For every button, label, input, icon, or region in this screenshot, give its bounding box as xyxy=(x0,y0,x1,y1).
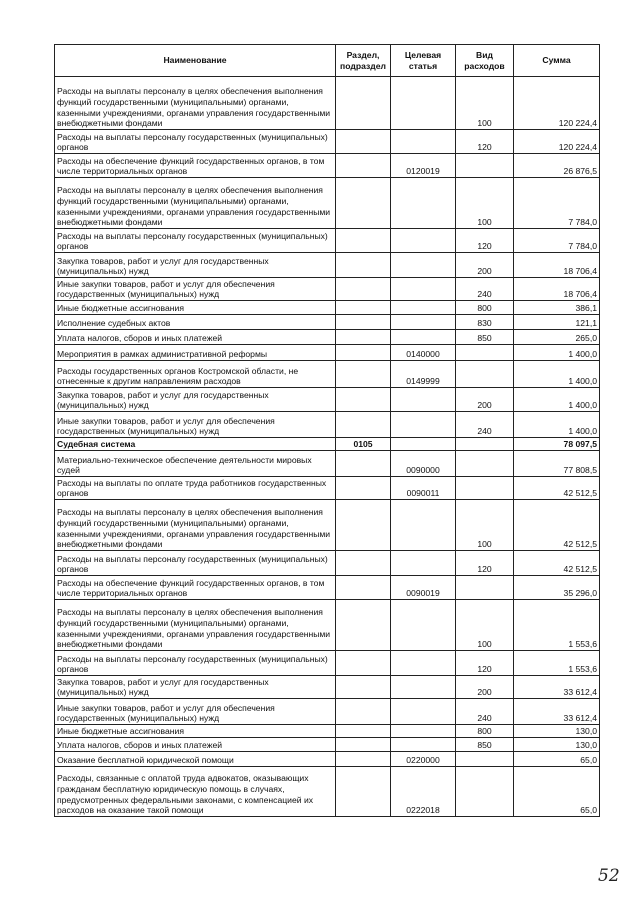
cell-target: 0090011 xyxy=(391,477,456,500)
cell-section xyxy=(336,651,391,676)
table-row xyxy=(55,345,600,361)
cell-name: Иные бюджетные ассигнования xyxy=(55,301,336,315)
cell-target xyxy=(391,130,456,154)
cell-type: 240 xyxy=(456,699,514,725)
cell-amount: 33 612,4 xyxy=(514,699,600,725)
table-row xyxy=(55,676,600,699)
cell-type: 100 xyxy=(456,178,514,229)
cell-amount: 65,0 xyxy=(514,767,600,817)
cell-name: Иные закупки товаров, работ и услуг для обеспечения государственных (муниципальных) нужд xyxy=(55,278,336,301)
cell-amount: 121,1 xyxy=(514,315,600,330)
cell-target: 0220000 xyxy=(391,752,456,767)
cell-section xyxy=(336,361,391,388)
table-row xyxy=(55,576,600,600)
cell-type: 120 xyxy=(456,130,514,154)
cell-amount: 120 224,4 xyxy=(514,130,600,154)
cell-section xyxy=(336,738,391,752)
cell-target xyxy=(391,77,456,130)
cell-amount: 18 706,4 xyxy=(514,253,600,278)
table-row xyxy=(55,600,600,651)
cell-section xyxy=(336,451,391,477)
cell-target: 0149999 xyxy=(391,361,456,388)
header-section: Раздел, подраздел xyxy=(336,45,391,77)
cell-amount: 1 553,6 xyxy=(514,600,600,651)
cell-section xyxy=(336,278,391,301)
table-body xyxy=(55,77,600,817)
table-row xyxy=(55,77,600,130)
cell-section xyxy=(336,576,391,600)
cell-section xyxy=(336,699,391,725)
header-target: Целевая статья xyxy=(391,45,456,77)
table-row xyxy=(55,500,600,551)
cell-amount: 1 400,0 xyxy=(514,345,600,361)
cell-name: Закупка товаров, работ и услуг для государственных (муниципальных) нужд xyxy=(55,253,336,278)
cell-type: 100 xyxy=(456,600,514,651)
table-row xyxy=(55,699,600,725)
cell-name: Уплата налогов, сборов и иных платежей xyxy=(55,330,336,345)
table-row xyxy=(55,412,600,438)
cell-amount: 35 296,0 xyxy=(514,576,600,600)
cell-target xyxy=(391,253,456,278)
cell-section xyxy=(336,301,391,315)
cell-target xyxy=(391,301,456,315)
table-row xyxy=(55,278,600,301)
cell-type xyxy=(456,752,514,767)
cell-target: 0090000 xyxy=(391,451,456,477)
cell-name: Расходы на обеспечение функций государственных органов, в том числе территориальных органов xyxy=(55,154,336,178)
header-amount: Сумма xyxy=(514,45,600,77)
cell-target: 0140000 xyxy=(391,345,456,361)
cell-amount: 130,0 xyxy=(514,725,600,738)
cell-section xyxy=(336,330,391,345)
cell-name: Расходы государственных органов Костромской области, не отнесенные к другим направлениям расходов xyxy=(55,361,336,388)
cell-section xyxy=(336,500,391,551)
cell-name: Материально-техническое обеспечение деятельности мировых судей xyxy=(55,451,336,477)
cell-type xyxy=(456,361,514,388)
table-header-row xyxy=(55,45,600,77)
cell-target xyxy=(391,551,456,576)
cell-section xyxy=(336,345,391,361)
table-row xyxy=(55,651,600,676)
cell-section xyxy=(336,253,391,278)
table-row xyxy=(55,388,600,412)
cell-type: 100 xyxy=(456,77,514,130)
cell-amount: 78 097,5 xyxy=(514,438,600,451)
cell-type: 120 xyxy=(456,551,514,576)
cell-amount: 18 706,4 xyxy=(514,278,600,301)
table-row xyxy=(55,767,600,817)
cell-section xyxy=(336,130,391,154)
cell-type: 120 xyxy=(456,229,514,253)
cell-type xyxy=(456,345,514,361)
cell-name: Расходы на обеспечение функций государственных органов, в том числе территориальных органов xyxy=(55,576,336,600)
table-row xyxy=(55,361,600,388)
cell-section xyxy=(336,388,391,412)
cell-amount: 65,0 xyxy=(514,752,600,767)
cell-amount: 7 784,0 xyxy=(514,229,600,253)
cell-target: 0120019 xyxy=(391,154,456,178)
table-row xyxy=(55,477,600,500)
cell-amount: 130,0 xyxy=(514,738,600,752)
cell-amount: 1 400,0 xyxy=(514,388,600,412)
cell-section xyxy=(336,154,391,178)
table-row xyxy=(55,551,600,576)
header-type: Вид расходов xyxy=(456,45,514,77)
cell-amount: 265,0 xyxy=(514,330,600,345)
cell-target xyxy=(391,330,456,345)
table-row xyxy=(55,438,600,451)
cell-type: 240 xyxy=(456,278,514,301)
cell-type xyxy=(456,767,514,817)
cell-type: 120 xyxy=(456,651,514,676)
cell-section xyxy=(336,77,391,130)
cell-name: Иные закупки товаров, работ и услуг для обеспечения государственных (муниципальных) нужд xyxy=(55,412,336,438)
cell-target xyxy=(391,600,456,651)
cell-amount: 77 808,5 xyxy=(514,451,600,477)
cell-type xyxy=(456,477,514,500)
cell-name: Закупка товаров, работ и услуг для государственных (муниципальных) нужд xyxy=(55,676,336,699)
cell-target xyxy=(391,388,456,412)
cell-target xyxy=(391,725,456,738)
cell-name: Расходы на выплаты персоналу государственных (муниципальных) органов xyxy=(55,551,336,576)
cell-amount: 386,1 xyxy=(514,301,600,315)
cell-section xyxy=(336,477,391,500)
cell-amount: 7 784,0 xyxy=(514,178,600,229)
cell-amount: 33 612,4 xyxy=(514,676,600,699)
cell-type: 100 xyxy=(456,500,514,551)
table-row xyxy=(55,154,600,178)
cell-amount: 1 400,0 xyxy=(514,361,600,388)
cell-section xyxy=(336,767,391,817)
cell-section xyxy=(336,752,391,767)
cell-section xyxy=(336,229,391,253)
cell-name: Расходы на выплаты персоналу в целях обеспечения выполнения функций государственными (муниципальными) органами, казенными учреждениями, органами управления государственными внебюджетными фондами xyxy=(55,178,336,229)
cell-amount: 1 553,6 xyxy=(514,651,600,676)
cell-target: 0222018 xyxy=(391,767,456,817)
cell-section xyxy=(336,412,391,438)
table-row xyxy=(55,301,600,315)
cell-amount: 42 512,5 xyxy=(514,551,600,576)
table-row xyxy=(55,725,600,738)
cell-name: Уплата налогов, сборов и иных платежей xyxy=(55,738,336,752)
cell-target xyxy=(391,315,456,330)
cell-type xyxy=(456,451,514,477)
cell-name: Расходы на выплаты по оплате труда работников государственных органов xyxy=(55,477,336,500)
cell-type: 240 xyxy=(456,412,514,438)
cell-amount: 42 512,5 xyxy=(514,500,600,551)
table-row xyxy=(55,752,600,767)
cell-name: Расходы, связанные с оплатой труда адвокатов, оказывающих гражданам бесплатную юридическую помощь в случаях, предусмотренных федеральными законами, с компенсацией их расходов на оказание такой помощи xyxy=(55,767,336,817)
cell-type: 200 xyxy=(456,253,514,278)
cell-type: 830 xyxy=(456,315,514,330)
cell-section xyxy=(336,600,391,651)
cell-target xyxy=(391,438,456,451)
cell-name: Оказание бесплатной юридической помощи xyxy=(55,752,336,767)
table-row xyxy=(55,229,600,253)
cell-type xyxy=(456,576,514,600)
cell-type: 850 xyxy=(456,738,514,752)
cell-type: 800 xyxy=(456,725,514,738)
cell-amount: 120 224,4 xyxy=(514,77,600,130)
table-row xyxy=(55,253,600,278)
cell-name: Судебная система xyxy=(55,438,336,451)
page-number: 52 xyxy=(598,866,620,886)
table-row xyxy=(55,315,600,330)
cell-amount: 1 400,0 xyxy=(514,412,600,438)
cell-name: Расходы на выплаты персоналу в целях обеспечения выполнения функций государственными (муниципальными) органами, казенными учреждениями, органами управления государственными внебюджетными фондами xyxy=(55,600,336,651)
cell-target xyxy=(391,178,456,229)
cell-name: Закупка товаров, работ и услуг для государственных (муниципальных) нужд xyxy=(55,388,336,412)
table-row xyxy=(55,738,600,752)
cell-target xyxy=(391,278,456,301)
table-row xyxy=(55,130,600,154)
cell-target xyxy=(391,699,456,725)
cell-name: Расходы на выплаты персоналу государственных (муниципальных) органов xyxy=(55,130,336,154)
table-row xyxy=(55,330,600,345)
cell-type: 200 xyxy=(456,676,514,699)
cell-target xyxy=(391,229,456,253)
cell-name: Расходы на выплаты персоналу государственных (муниципальных) органов xyxy=(55,229,336,253)
cell-target xyxy=(391,412,456,438)
cell-target: 0090019 xyxy=(391,576,456,600)
cell-name: Мероприятия в рамках административной реформы xyxy=(55,345,336,361)
cell-name: Расходы на выплаты персоналу государственных (муниципальных) органов xyxy=(55,651,336,676)
table-row xyxy=(55,178,600,229)
cell-type: 850 xyxy=(456,330,514,345)
cell-target xyxy=(391,651,456,676)
table-row xyxy=(55,451,600,477)
cell-target xyxy=(391,676,456,699)
cell-name: Иные бюджетные ассигнования xyxy=(55,725,336,738)
cell-section xyxy=(336,676,391,699)
cell-amount: 42 512,5 xyxy=(514,477,600,500)
cell-section xyxy=(336,551,391,576)
cell-amount: 26 876,5 xyxy=(514,154,600,178)
cell-type: 200 xyxy=(456,388,514,412)
cell-section: 0105 xyxy=(336,438,391,451)
cell-type xyxy=(456,438,514,451)
budget-table xyxy=(54,44,600,817)
cell-name: Исполнение судебных актов xyxy=(55,315,336,330)
cell-name: Расходы на выплаты персоналу в целях обеспечения выполнения функций государственными (муниципальными) органами, казенными учреждениями, органами управления государственными внебюджетными фондами xyxy=(55,500,336,551)
cell-section xyxy=(336,725,391,738)
cell-type xyxy=(456,154,514,178)
cell-name: Иные закупки товаров, работ и услуг для обеспечения государственных (муниципальных) нужд xyxy=(55,699,336,725)
cell-target xyxy=(391,738,456,752)
cell-type: 800 xyxy=(456,301,514,315)
header-name: Наименование xyxy=(55,45,336,77)
cell-section xyxy=(336,315,391,330)
cell-target xyxy=(391,500,456,551)
cell-name: Расходы на выплаты персоналу в целях обеспечения выполнения функций государственными (муниципальными) органами, казенными учреждениями, органами управления государственными внебюджетными фондами xyxy=(55,77,336,130)
cell-section xyxy=(336,178,391,229)
